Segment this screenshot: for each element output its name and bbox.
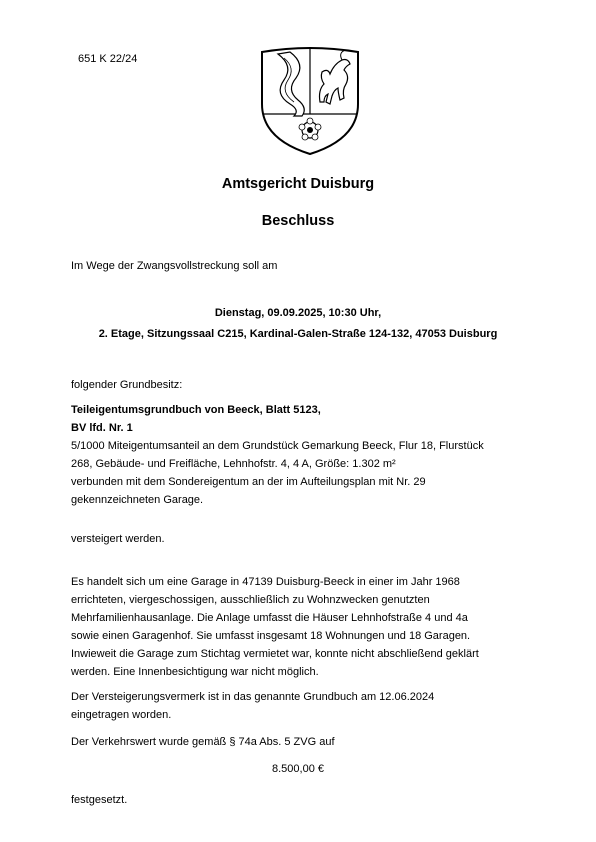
court-name: Amtsgericht Duisburg (221, 176, 375, 192)
description-line: Inwieweit die Garage zum Stichtag vermietet war, konnte nicht abschließend geklärt (71, 648, 479, 660)
property-intro: folgender Grundbesitz: (71, 379, 183, 391)
description-line: werden. Eine Innenbesichtigung war nicht möglich. (71, 666, 319, 678)
property-line: 268, Gebäude- und Freifläche, Lehnhofstr. 4, 4 A, Größe: 1.302 m² (71, 458, 396, 470)
property-register: Teileigentumsgrundbuch von Beeck, Blatt 5123, (71, 404, 321, 416)
description-line: Es handelt sich um eine Garage in 47139 Duisburg-Beeck in einer im Jahr 1968 (71, 576, 460, 588)
valuation-intro: Der Verkehrswert wurde gemäß § 74a Abs. 5 ZVG auf (71, 736, 335, 748)
document-type: Beschluss (261, 213, 335, 229)
description-block (71, 573, 541, 681)
appointment-location: 2. Etage, Sitzungssaal C215, Kardinal-Galen-Straße 124-132, 47053 Duisburg (98, 328, 498, 340)
intro-text: Im Wege der Zwangsvollstreckung soll am (71, 260, 278, 272)
nrw-coat-of-arms-icon (258, 44, 362, 156)
appointment-date-time: Dienstag, 09.09.2025, 10:30 Uhr, (214, 307, 382, 319)
property-block (71, 401, 541, 509)
registration-line: Der Versteigerungsvermerk ist in das genannte Grundbuch am 12.06.2024 (71, 691, 435, 703)
valuation-outro: festgesetzt. (71, 794, 128, 806)
valuation-amount: 8.500,00 € (272, 763, 324, 775)
registration-block (71, 688, 541, 724)
case-number: 651 K 22/24 (78, 53, 138, 65)
auction-phrase: versteigert werden. (71, 533, 165, 545)
description-line: errichteten, viergeschossigen, ausschließlich zu Wohnzwecken genutzten (71, 594, 430, 606)
property-line: verbunden mit dem Sondereigentum an der im Aufteilungsplan mit Nr. 29 (71, 476, 426, 488)
property-line: gekennzeichneten Garage. (71, 494, 204, 506)
description-line: sowie einen Garagenhof. Sie umfasst insgesamt 18 Wohnungen und 18 Garagen. (71, 630, 471, 642)
property-bv-number: BV lfd. Nr. 1 (71, 422, 133, 434)
description-line: Mehrfamilienhausanlage. Die Anlage umfasst die Häuser Lehnhofstraße 4 und 4a (71, 612, 468, 624)
property-line: 5/1000 Miteigentumsanteil an dem Grundstück Gemarkung Beeck, Flur 18, Flurstück (71, 440, 484, 452)
registration-line: eingetragen worden. (71, 709, 172, 721)
